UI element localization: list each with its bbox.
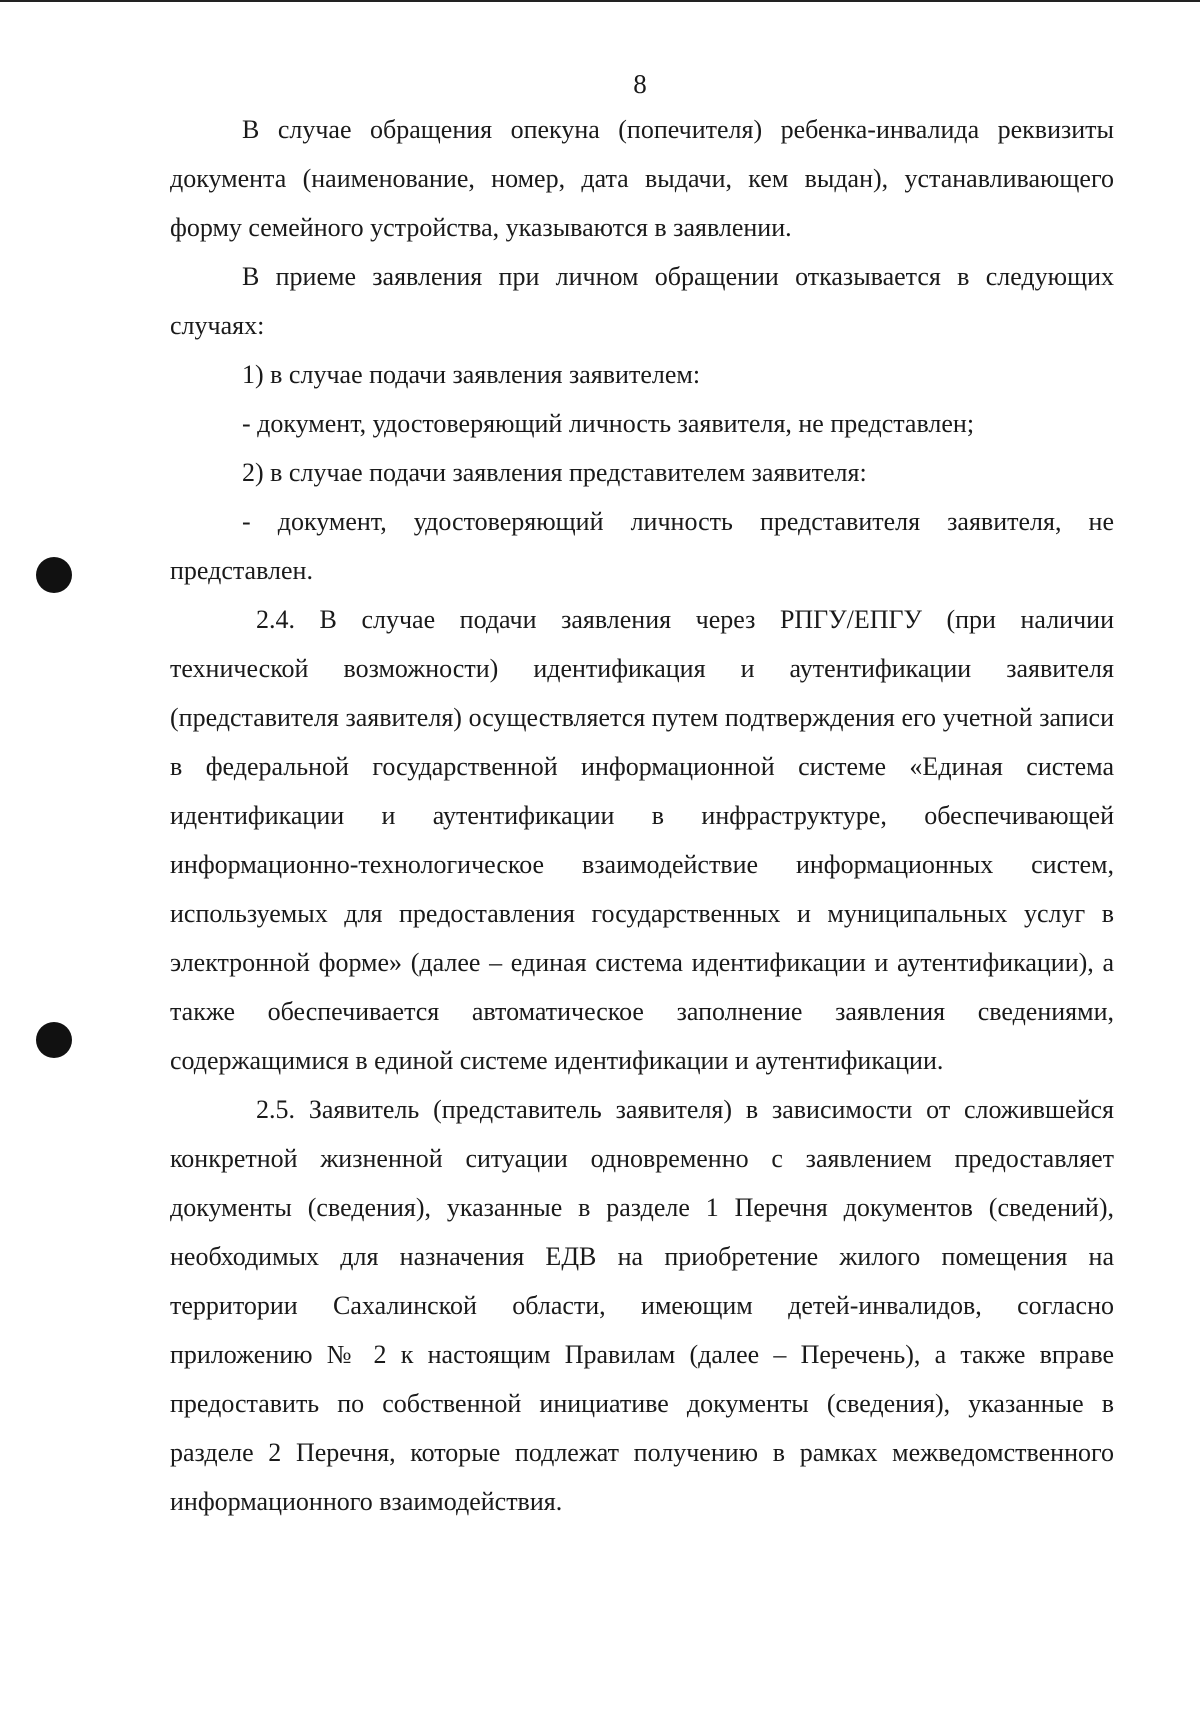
page-number: 8 <box>633 69 647 99</box>
punch-hole-mark <box>36 1022 72 1058</box>
paragraph-section-2-4: 2.4. В случае подачи заявления через РПГУ/ЕПГУ (при наличии технической возможности) идентификация и аутентификации заявителя (представителя заявителя) осуществляется путем подтверждения его учетной записи в федеральной государственной информационной системе «Единая система идентификации и аутентификации в инфраструктуре, обеспечивающей информационно-технологическое взаимодействие информационных систем, используемых для предоставления государственных и муниципальных услуг в электронной форме» (далее – единая система идентификации и аутентификации), а также обеспечивается автоматическое заполнение заявления сведениями, содержащимися в единой системе идентификации и аутентификации. <box>170 605 1114 1075</box>
paragraph-refusal-intro: В приеме заявления при личном обращении отказывается в следующих случаях: <box>170 262 1114 340</box>
paragraph-section-2-5: 2.5. Заявитель (представитель заявителя) в зависимости от сложившейся конкретной жизненной ситуации одновременно с заявлением предоставляет документы (сведения), указанные в разделе 1 Перечня документов (сведений), необходимых для назначения ЕДВ на приобретение жилого помещения на территории Сахалинской области, имеющим детей-инвалидов, согласно приложению № 2 к настоящим Правилам (далее – Перечень), а также вправе предоставить по собственной инициативе документы (сведения), указанные в разделе 2 Перечня, которые подлежат получению в рамках межведомственного информационного взаимодействия. <box>170 1095 1114 1516</box>
page-top-edge <box>0 0 1200 2</box>
paragraph-case-2: 2) в случае подачи заявления представителем заявителя: <box>242 458 867 487</box>
paragraph-guardian-details: В случае обращения опекуна (попечителя) ребенка-инвалида реквизиты документа (наименование, номер, дата выдачи, кем выдан), устанавливающего форму семейного устройства, указываются в заявлении. <box>170 115 1114 242</box>
punch-hole-mark <box>36 557 72 593</box>
paragraph-case-1-item: - документ, удостоверяющий личность заявителя, не представлен; <box>242 409 975 438</box>
document-body <box>170 105 1114 1526</box>
paragraph-case-2-item: - документ, удостоверяющий личность представителя заявителя, не представлен. <box>170 507 1114 585</box>
paragraph-case-1: 1) в случае подачи заявления заявителем: <box>242 360 701 389</box>
